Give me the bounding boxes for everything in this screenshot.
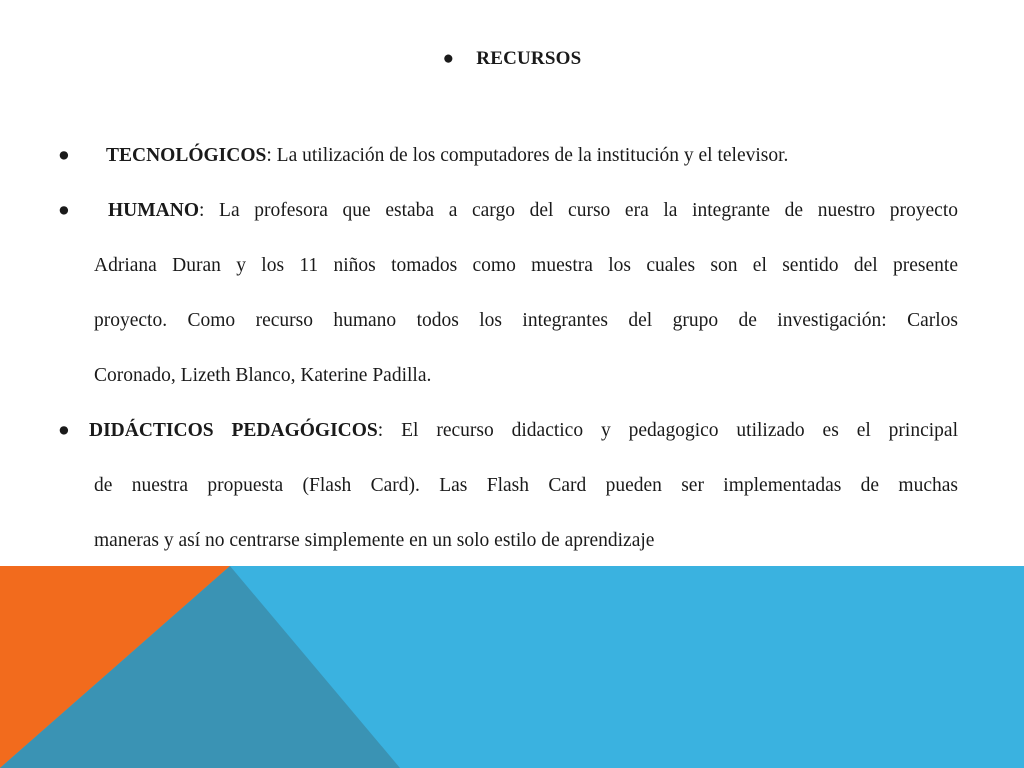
bullet-line: proyecto. Como recurso humano todos los integrantes del grupo de investigación: Carlos (94, 310, 958, 331)
bullet-line (58, 128, 958, 183)
bullet-line: Coronado, Lizeth Blanco, Katerine Padilla. (94, 365, 432, 386)
bullet-mark: ● (58, 145, 70, 166)
bullet-line (58, 183, 958, 238)
bullet-didacticos (58, 403, 958, 568)
bullet-line: maneras y así no centrarse simplemente en un solo estilo de aprendizaje (94, 530, 655, 551)
bullet-line (58, 403, 958, 458)
bullet-tecnologicos (58, 128, 958, 183)
slide-title (0, 48, 1024, 70)
bullet-text: : La profesora que estaba a cargo del curso era la integrante de nuestro proyecto (199, 200, 958, 221)
bullet-line: de nuestra propuesta (Flash Card). Las Flash Card pueden ser implementadas de muchas (94, 475, 958, 496)
bullet-label: HUMANO (108, 200, 199, 221)
bullet-line: Adriana Duran y los 11 niños tomados como muestra los cuales son el sentido del presente (94, 255, 958, 276)
bullet-text: : El recurso didactico y pedagogico utilizado es el principal (377, 420, 958, 441)
bullet-humano (58, 183, 958, 403)
bullet-mark: ● (58, 200, 70, 221)
bullet-label: TECNOLÓGICOS (106, 145, 267, 166)
bullet-label: DIDÁCTICOS PEDAGÓGICOS (89, 420, 378, 441)
bullet-text: : La utilización de los computadores de la institución y el televisor. (266, 145, 789, 166)
title-bullet: ● (442, 48, 455, 69)
bullet-mark: ● (58, 420, 70, 441)
title-text: RECURSOS (476, 48, 582, 69)
footer-decoration (0, 566, 1024, 768)
